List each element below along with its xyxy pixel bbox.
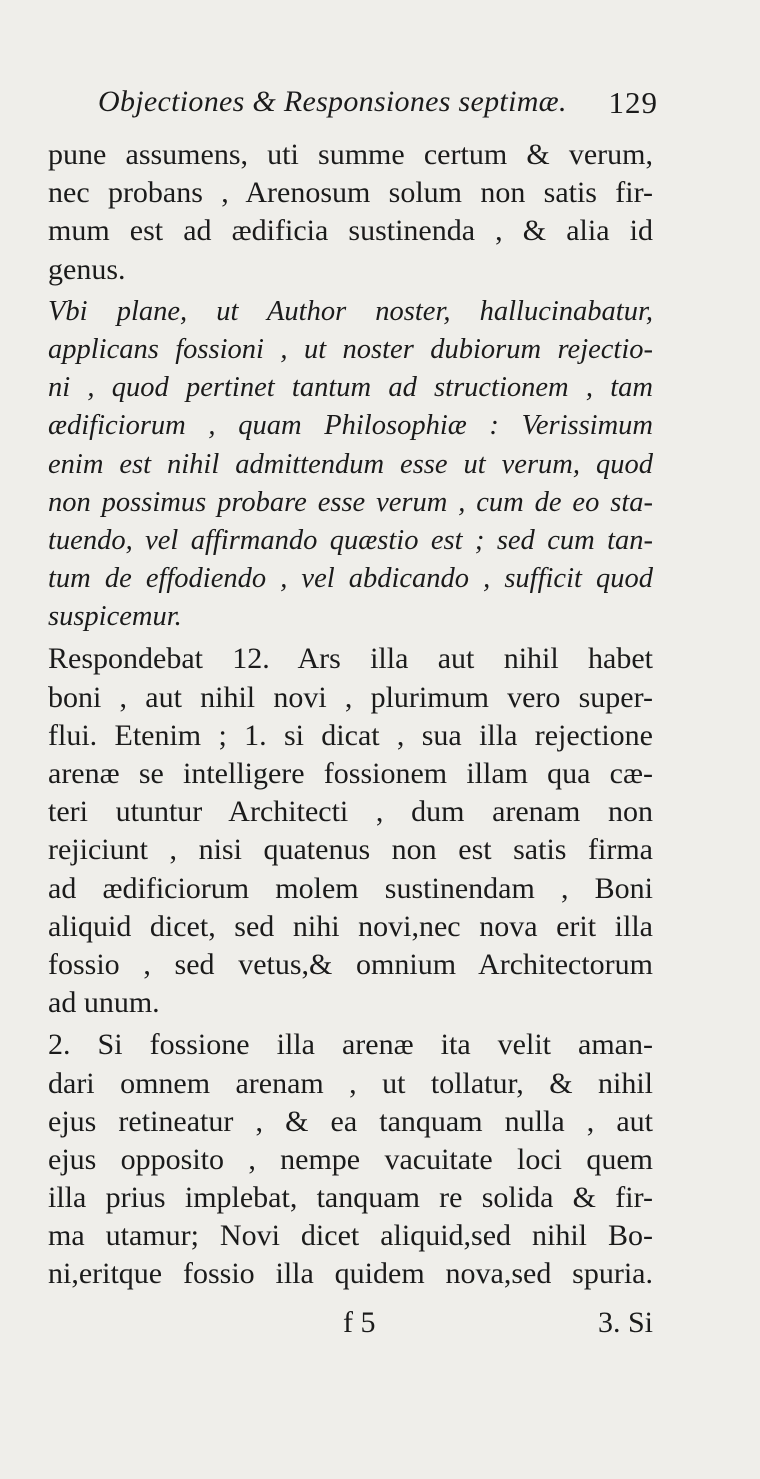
body-text <box>48 136 653 1294</box>
text-line: enim est nihil admittendum esse ut verum, quod <box>48 448 653 480</box>
text-line: arenæ se intelligere fossionem illam qua cæ- <box>48 757 653 790</box>
catchword: 3. Si <box>597 1306 653 1339</box>
text-line: boni , aut nihil novi , plurimum vero super- <box>48 680 653 714</box>
text-line: Vbi plane, ut Author noster, hallucinabatur, <box>48 295 653 327</box>
paragraph-2 <box>48 293 653 637</box>
text-line: Respondebat 12. Ars illa aut nihil habet <box>48 642 653 676</box>
text-line: pune assumens, uti summe certum & verum, <box>48 138 653 171</box>
text-line: suspicemur. <box>48 601 182 633</box>
text-line: ad unum. <box>48 986 160 1020</box>
text-line: tuendo, vel affirmando quæstio est ; sed cum tan- <box>48 524 653 556</box>
paragraph-1 <box>48 136 653 289</box>
text-line: ad ædificiorum molem sustinendam , Boni <box>48 871 653 905</box>
text-line: genus. <box>48 252 126 286</box>
text-line: flui. Etenim ; 1. si dicat , sua illa rejectione <box>48 718 653 752</box>
text-line: teri utuntur Architecti , dum arenam non <box>48 795 653 829</box>
page-number: 129 <box>608 85 658 120</box>
text-line: tum de effodiendo , vel abdicando , sufficit quod <box>48 563 653 595</box>
page-header <box>98 85 658 129</box>
signature-mark: f 5 <box>343 1306 376 1339</box>
text-line: aliquid dicet, sed nihi novi,nec nova erit illa <box>48 909 653 943</box>
text-line: non possimus probare esse verum , cum de eo sta- <box>48 486 653 518</box>
text-line: rejiciunt , nisi quatenus non est satis firma <box>48 833 653 867</box>
text-line: ejus retineatur , & ea tanquam nulla , aut <box>48 1104 653 1138</box>
text-line: ejus opposito , nempe vacuitate loci quem <box>48 1142 653 1176</box>
text-line: mum est ad ædificia sustinenda , & alia id <box>48 214 653 248</box>
text-line: ædificiorum , quam Philosophiæ : Verissimum <box>48 410 653 442</box>
text-line: ma utamur; Novi dicet aliquid,sed nihil Bo- <box>48 1219 653 1253</box>
text-line: ni,eritque fossio illa quidem nova,sed spuria. <box>48 1257 653 1291</box>
page-footer <box>48 1306 653 1350</box>
text-line: dari omnem arenam , ut tollatur, & nihil <box>48 1066 653 1100</box>
text-line: illa prius implebat, tanquam re solida & fir- <box>48 1181 653 1215</box>
paragraph-3 <box>48 640 653 1022</box>
text-line: ni , quod pertinet tantum ad structionem , tam <box>48 372 653 404</box>
text-line: 2. Si fossione illa arenæ ita velit aman- <box>48 1028 653 1062</box>
text-line: fossio , sed vetus,& omnium Architectorum <box>48 947 653 981</box>
text-line: nec probans , Arenosum solum non satis fir- <box>48 176 653 210</box>
running-title: Objectiones & Responsiones septimæ. <box>98 85 567 118</box>
paragraph-4 <box>48 1026 653 1293</box>
text-line: applicans fossioni , ut noster dubiorum rejectio- <box>48 333 653 365</box>
